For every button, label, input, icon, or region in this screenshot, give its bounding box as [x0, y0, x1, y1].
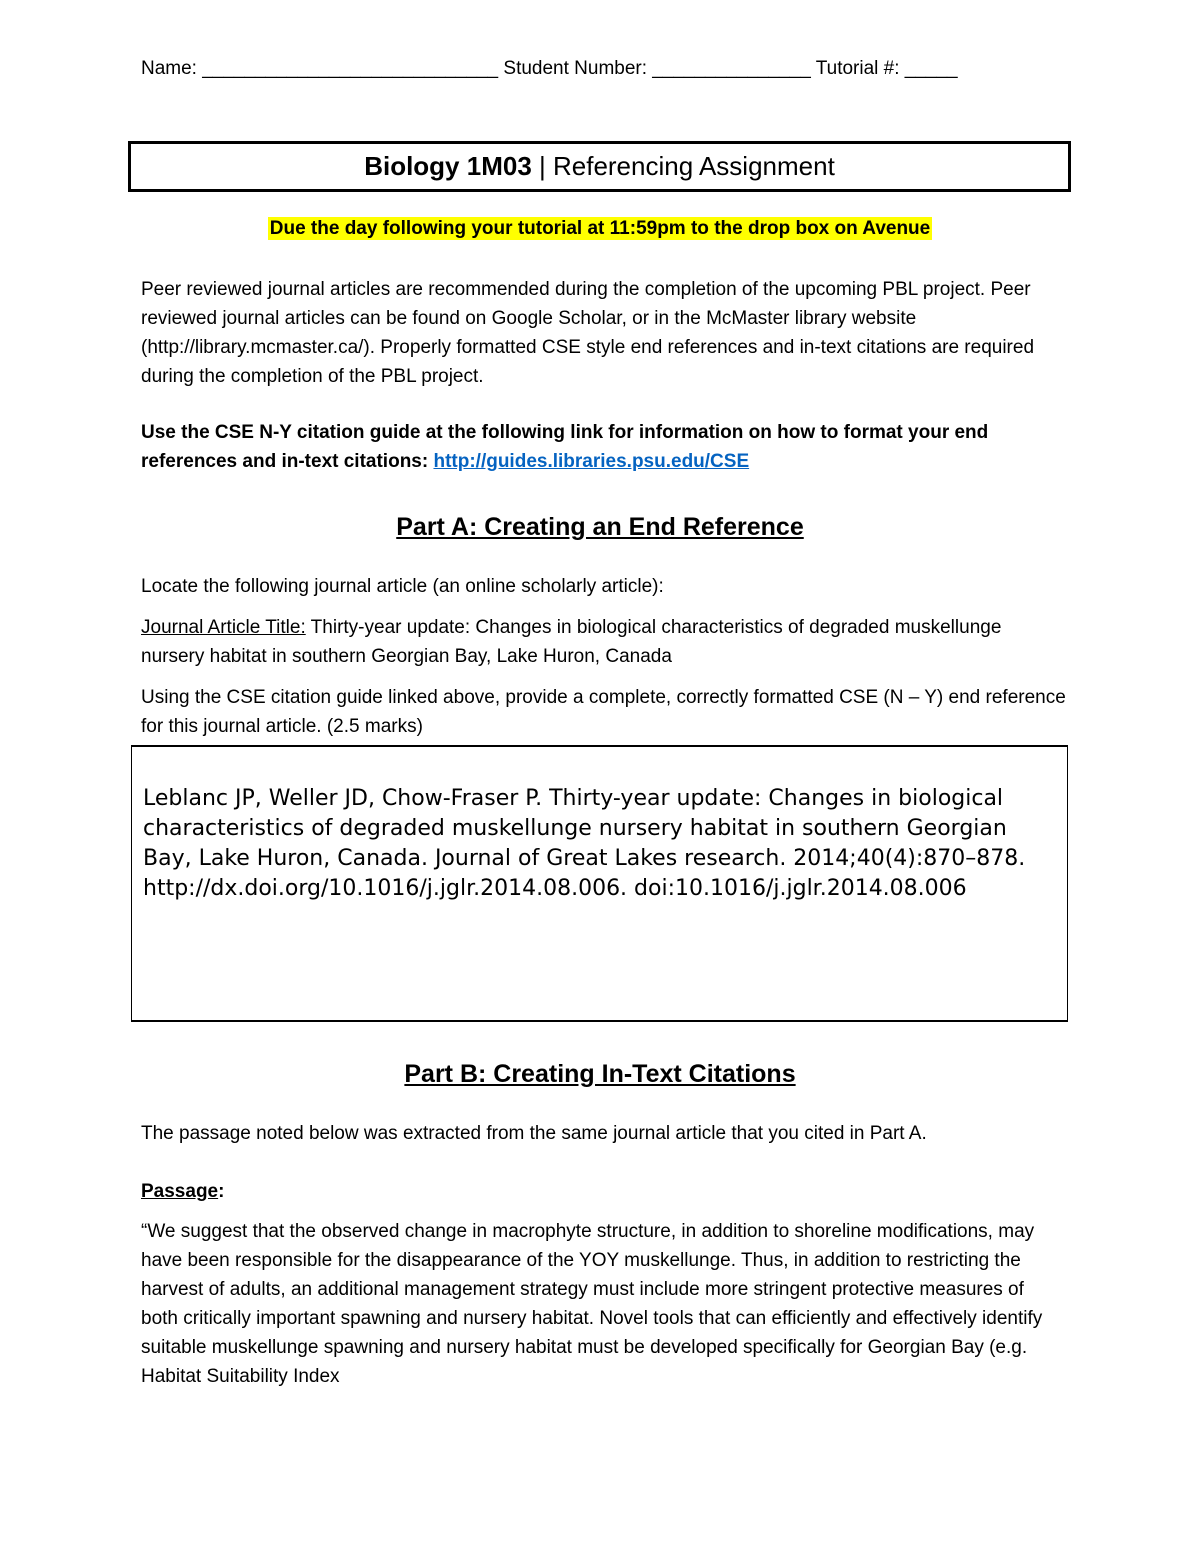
passage-label-colon: : — [218, 1181, 225, 1202]
end-reference-answer-box[interactable] — [131, 745, 1068, 1022]
article-title-label: Journal Article Title: — [141, 617, 306, 638]
student-info-line: Name: ____________________________ Student Number: _______________ Tutorial #: _____ — [141, 58, 958, 79]
end-reference-answer: Leblanc JP, Weller JD, Chow-Fraser P. Thirty-year update: Changes in biological characteristics of degraded muskellunge nursery habitat in southern Georgian Bay, Lake Huron, Canada. Journal of Great Lakes research. 2014;40(4):870–878. http://dx.doi.org/10.1016/j.jglr.2014.08.006. doi:10.1016/j.jglr.2014.08.006 — [143, 786, 1026, 901]
page-title-box — [128, 141, 1071, 192]
passage-label-line — [141, 1177, 1066, 1206]
part-b-intro: The passage noted below was extracted from the same journal article that you cited in Part A. — [141, 1123, 927, 1144]
part-b-heading: Part B: Creating In-Text Citations — [404, 1060, 796, 1088]
guide-text: Use the CSE N-Y citation guide at the following link for information on how to format your end references and in-text citations: — [141, 422, 989, 472]
guide-paragraph — [141, 418, 1066, 476]
part-a-heading: Part A: Creating an End Reference — [396, 513, 804, 541]
due-notice — [0, 218, 1200, 240]
article-title-value: Thirty-year update: Changes in biological characteristics of degraded muskellunge nursery habitat in southern Georgian Bay, Lake Huron, Canada — [141, 617, 1002, 667]
due-notice-text: Due the day following your tutorial at 11:59pm to the drop box on Avenue — [269, 218, 931, 239]
cse-guide-link[interactable]: http://guides.libraries.psu.edu/CSE — [433, 451, 750, 472]
passage-text: “We suggest that the observed change in macrophyte structure, in addition to shoreline modifications, may have been responsible for the disappearance of the YOY muskellunge. Thus, in addition to restricting the harvest of adults, an additional management strategy must include more stringent protective measures of both critically important spawning and nursery habitat. Novel tools that can efficiently and effectively identify suitable muskellunge spawning and nursery habitat must be developed specifically for Georgian Bay (e.g. Habitat Suitability Index — [141, 1221, 1043, 1387]
part-a-article-title — [141, 613, 1066, 671]
part-a-locate: Locate the following journal article (an online scholarly article): — [141, 576, 664, 597]
passage-label: Passage — [141, 1181, 219, 1202]
course-code: Biology 1M03 — [364, 151, 532, 181]
intro-paragraph: Peer reviewed journal articles are recommended during the completion of the upcoming PBL project. Peer reviewed journal articles can be found on Google Scholar, or in the McMaster library website (http://library.mcmaster.ca/). Properly formatted CSE style end references and in-text citations are required during the completion of the PBL project. — [141, 279, 1035, 387]
part-a-instruction: Using the CSE citation guide linked above, provide a complete, correctly formatted CSE (N – Y) end reference for this journal article. (2.5 marks) — [141, 687, 1066, 737]
assignment-title: | Referencing Assignment — [531, 151, 835, 181]
